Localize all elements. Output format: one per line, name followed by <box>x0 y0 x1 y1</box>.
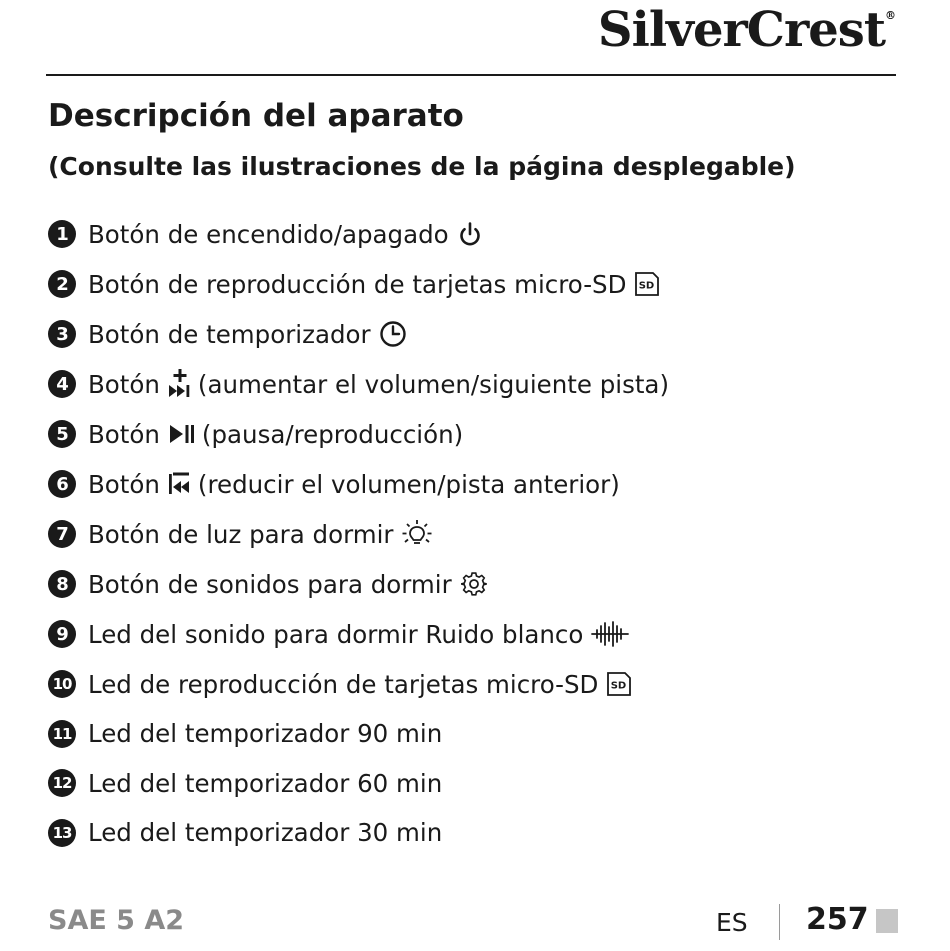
item-number: 8 <box>48 570 76 598</box>
item-number: 3 <box>48 320 76 348</box>
item-number: 7 <box>48 520 76 548</box>
white-noise-icon <box>591 620 629 648</box>
page-tab-marker <box>876 909 898 933</box>
list-item <box>48 209 669 259</box>
list-item <box>48 609 669 659</box>
list-item <box>48 659 669 709</box>
item-text-suffix: (pausa/reproducción) <box>201 419 464 449</box>
minus-previous-icon <box>168 470 192 498</box>
item-text-suffix: (aumentar el volumen/siguiente pista) <box>197 369 670 399</box>
item-number: 2 <box>48 270 76 298</box>
list-item <box>48 459 669 509</box>
item-text: Led de reproducción de tarjetas micro-SD <box>88 669 599 699</box>
item-text: Botón de encendido/apagado <box>88 219 449 249</box>
item-text: Led del sonido para dormir Ruido blanco <box>88 619 584 649</box>
play-pause-icon <box>168 422 196 446</box>
list-item <box>48 309 669 359</box>
list-item <box>48 509 669 559</box>
item-text: Botón de sonidos para dormir <box>88 569 452 599</box>
item-text-suffix: (reducir el volumen/pista anterior) <box>197 469 620 499</box>
list-item <box>48 709 669 759</box>
item-text: Led del temporizador 60 min <box>88 768 443 798</box>
page-title: Descripción del aparato <box>48 98 464 134</box>
list-item <box>48 559 669 609</box>
model-name: SAE 5 A2 <box>48 905 185 936</box>
page-number: 257 <box>806 902 869 937</box>
item-text: Botón de reproducción de tarjetas micro-SD <box>88 269 627 299</box>
component-list <box>48 209 669 858</box>
item-text: Botón <box>88 369 160 399</box>
item-text: Botón <box>88 419 160 449</box>
page-subtitle: (Consulte las ilustraciones de la página desplegable) <box>48 152 796 181</box>
registered-mark: ® <box>885 9 896 22</box>
list-item <box>48 359 669 409</box>
list-item <box>48 808 669 858</box>
sd-card-icon <box>606 671 632 697</box>
item-number: 10 <box>48 670 76 698</box>
item-number: 6 <box>48 470 76 498</box>
sd-card-icon <box>634 271 660 297</box>
item-number: 9 <box>48 620 76 648</box>
item-text: Led del temporizador 30 min <box>88 818 443 848</box>
svg-text:SD: SD <box>639 280 655 292</box>
gear-icon <box>460 570 488 598</box>
item-number: 13 <box>48 819 76 847</box>
list-item <box>48 409 669 459</box>
light-bulb-icon <box>401 519 433 549</box>
list-item <box>48 259 669 309</box>
header-rule <box>46 74 896 76</box>
item-number: 5 <box>48 420 76 448</box>
plus-next-icon <box>168 368 192 400</box>
item-number: 12 <box>48 769 76 797</box>
clock-icon <box>379 320 407 348</box>
item-text: Botón de temporizador <box>88 319 371 349</box>
item-text: Botón <box>88 469 160 499</box>
svg-text:SD: SD <box>611 680 627 692</box>
brand-logo <box>597 2 896 58</box>
item-text: Botón de luz para dormir <box>88 519 394 549</box>
brand-name: SilverCrest <box>597 2 885 58</box>
item-number: 1 <box>48 220 76 248</box>
footer-divider <box>779 904 780 940</box>
item-text: Led del temporizador 90 min <box>88 719 443 749</box>
power-icon <box>457 221 483 247</box>
list-item <box>48 759 669 809</box>
item-number: 11 <box>48 720 76 748</box>
item-number: 4 <box>48 370 76 398</box>
language-code: ES <box>716 908 748 937</box>
